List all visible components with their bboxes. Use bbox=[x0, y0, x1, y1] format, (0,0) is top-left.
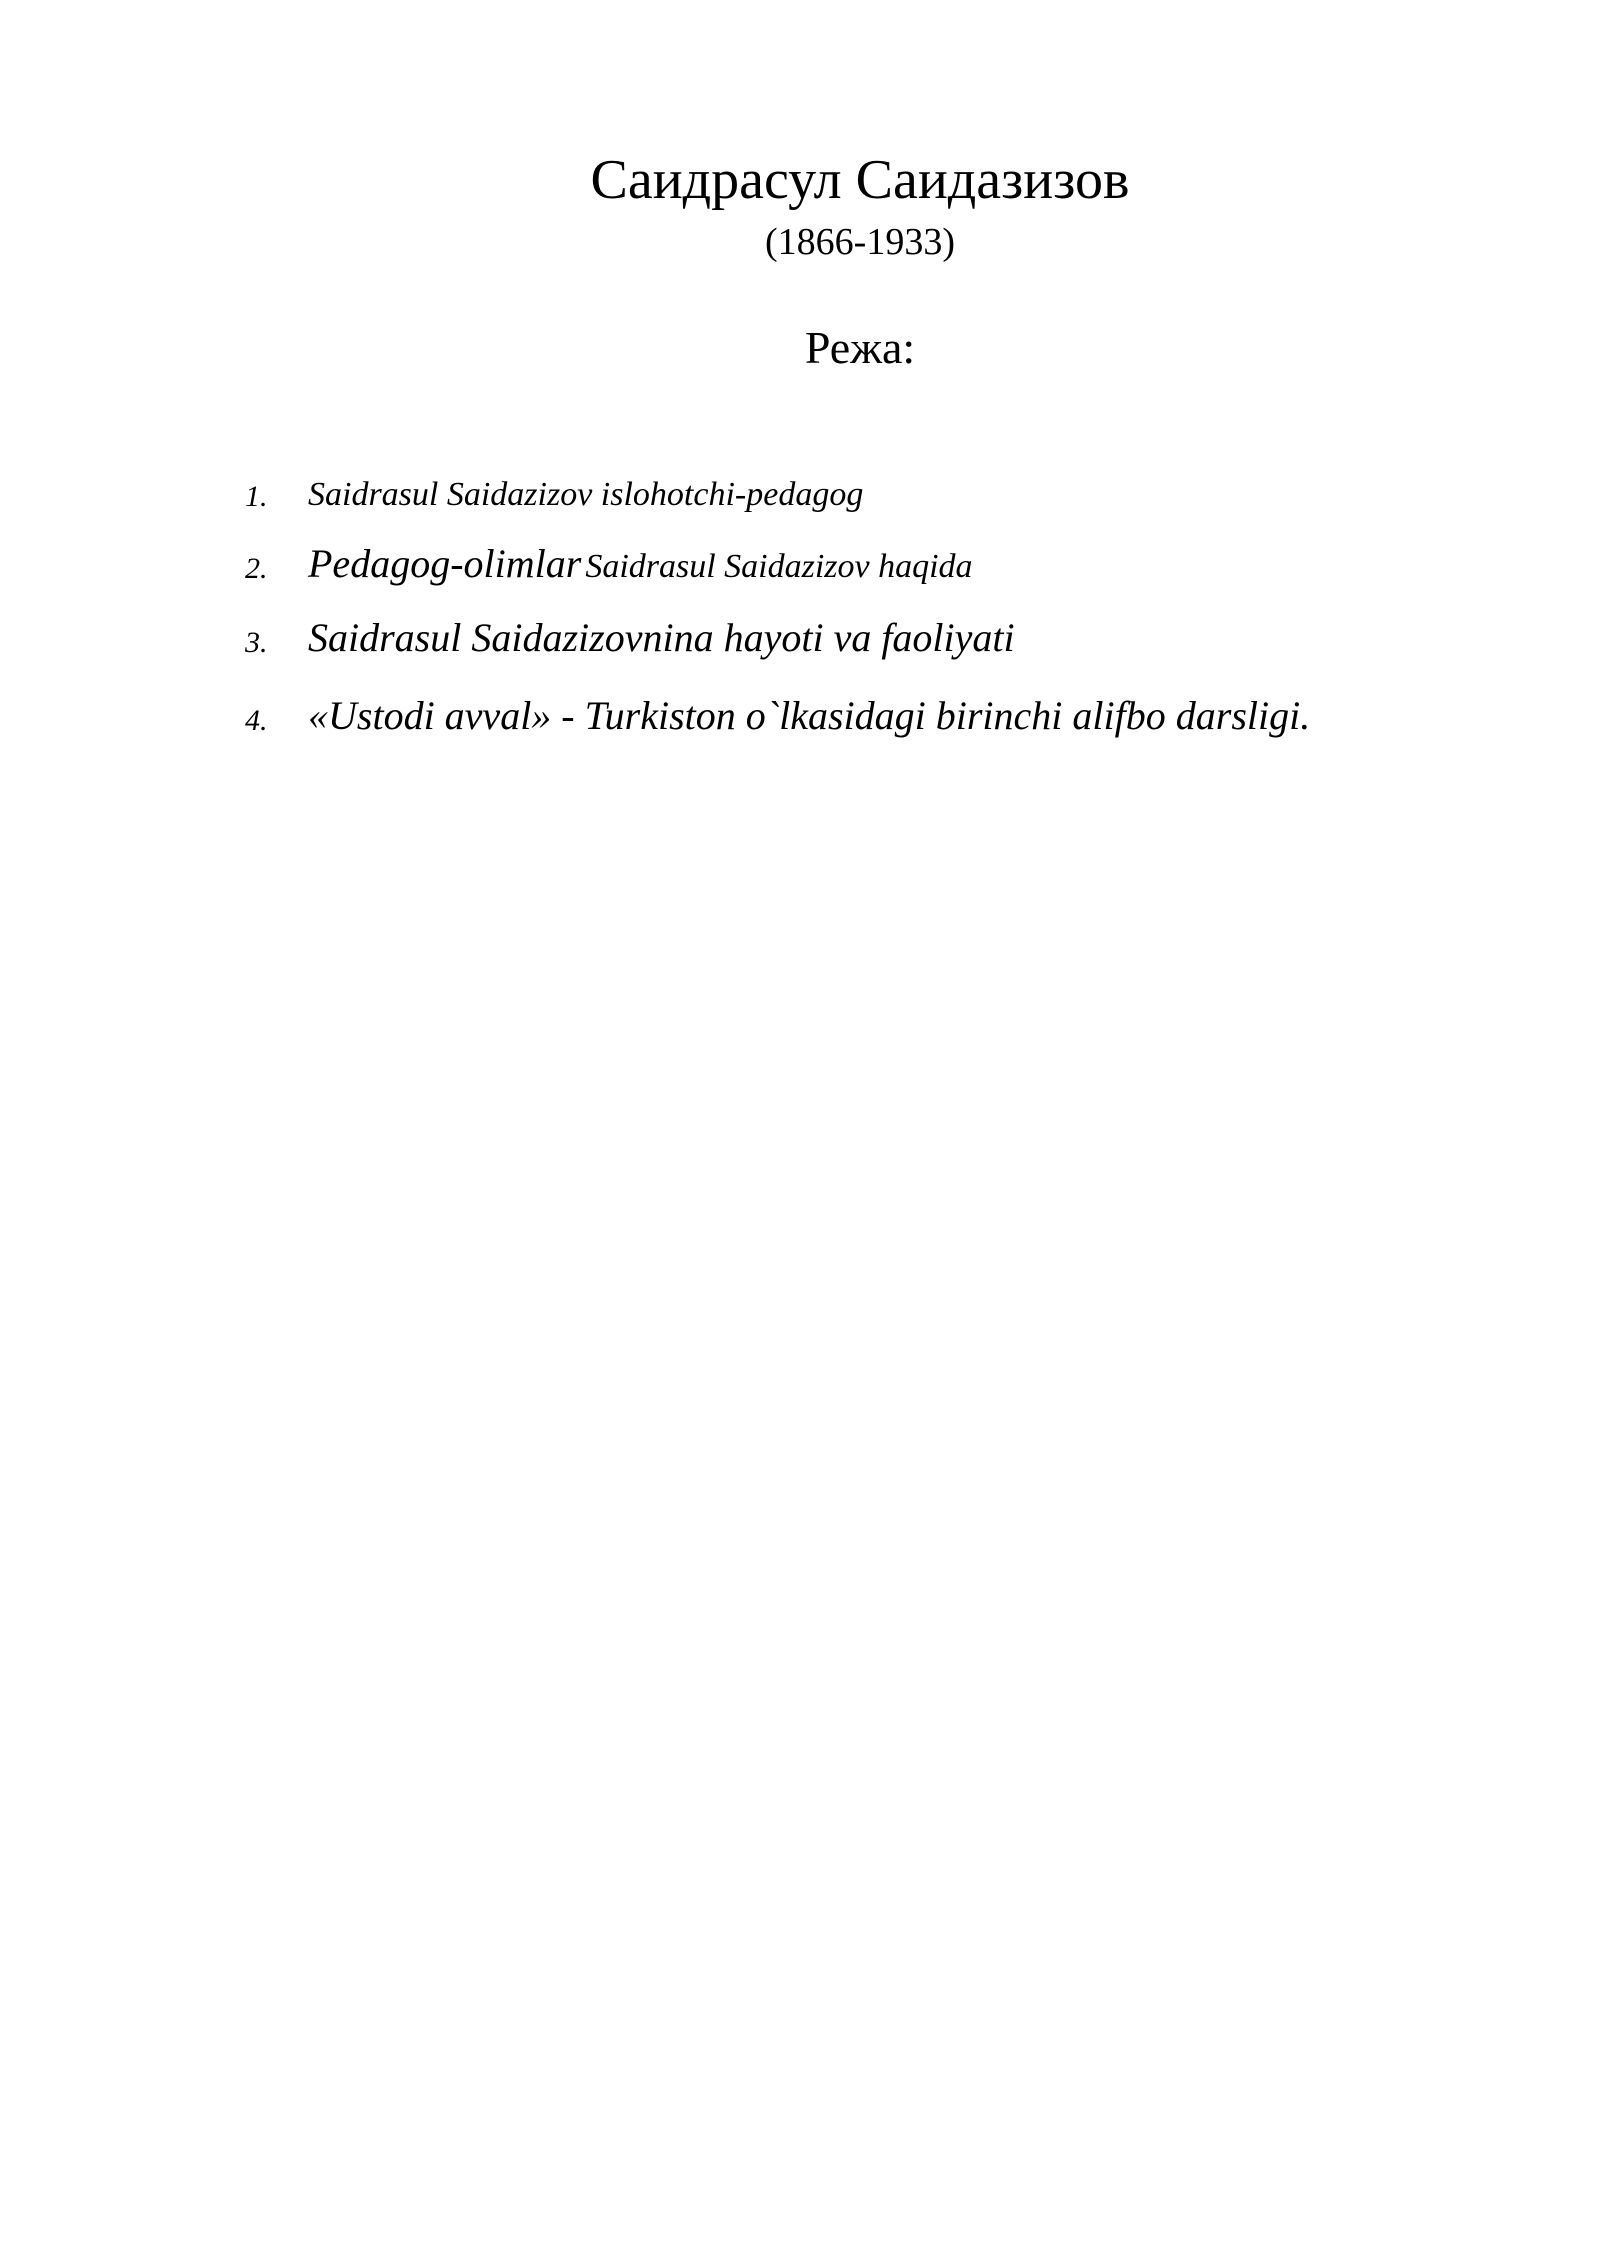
plan-item-number: 3. bbox=[245, 626, 268, 659]
plan-item-text: Saidrasul Saidazizovnina hayoti va faoliyati bbox=[308, 615, 1015, 660]
plan-item-text: Saidrasul Saidazizov islohotchi-pedagog bbox=[308, 476, 864, 513]
plan-item-text: «Ustodi avval» - Turkiston o`lkasidagi birinchi alifbo darsligi. bbox=[308, 693, 1311, 738]
plan-item-text bbox=[308, 540, 973, 587]
life-years: (1866-1933) bbox=[765, 221, 955, 263]
plan-item-number: 1. bbox=[245, 480, 268, 513]
plan-item-text-small: Saidrasul Saidazizov haqida bbox=[585, 548, 973, 585]
plan-item-number: 4. bbox=[245, 704, 268, 737]
plan-item-text-large: Pedagog-olimlar bbox=[308, 541, 582, 586]
plan-item-number: 2. bbox=[245, 552, 268, 585]
page-title: Саидрасул Саидазизов bbox=[590, 149, 1130, 211]
plan-heading: Режа: bbox=[804, 322, 916, 373]
